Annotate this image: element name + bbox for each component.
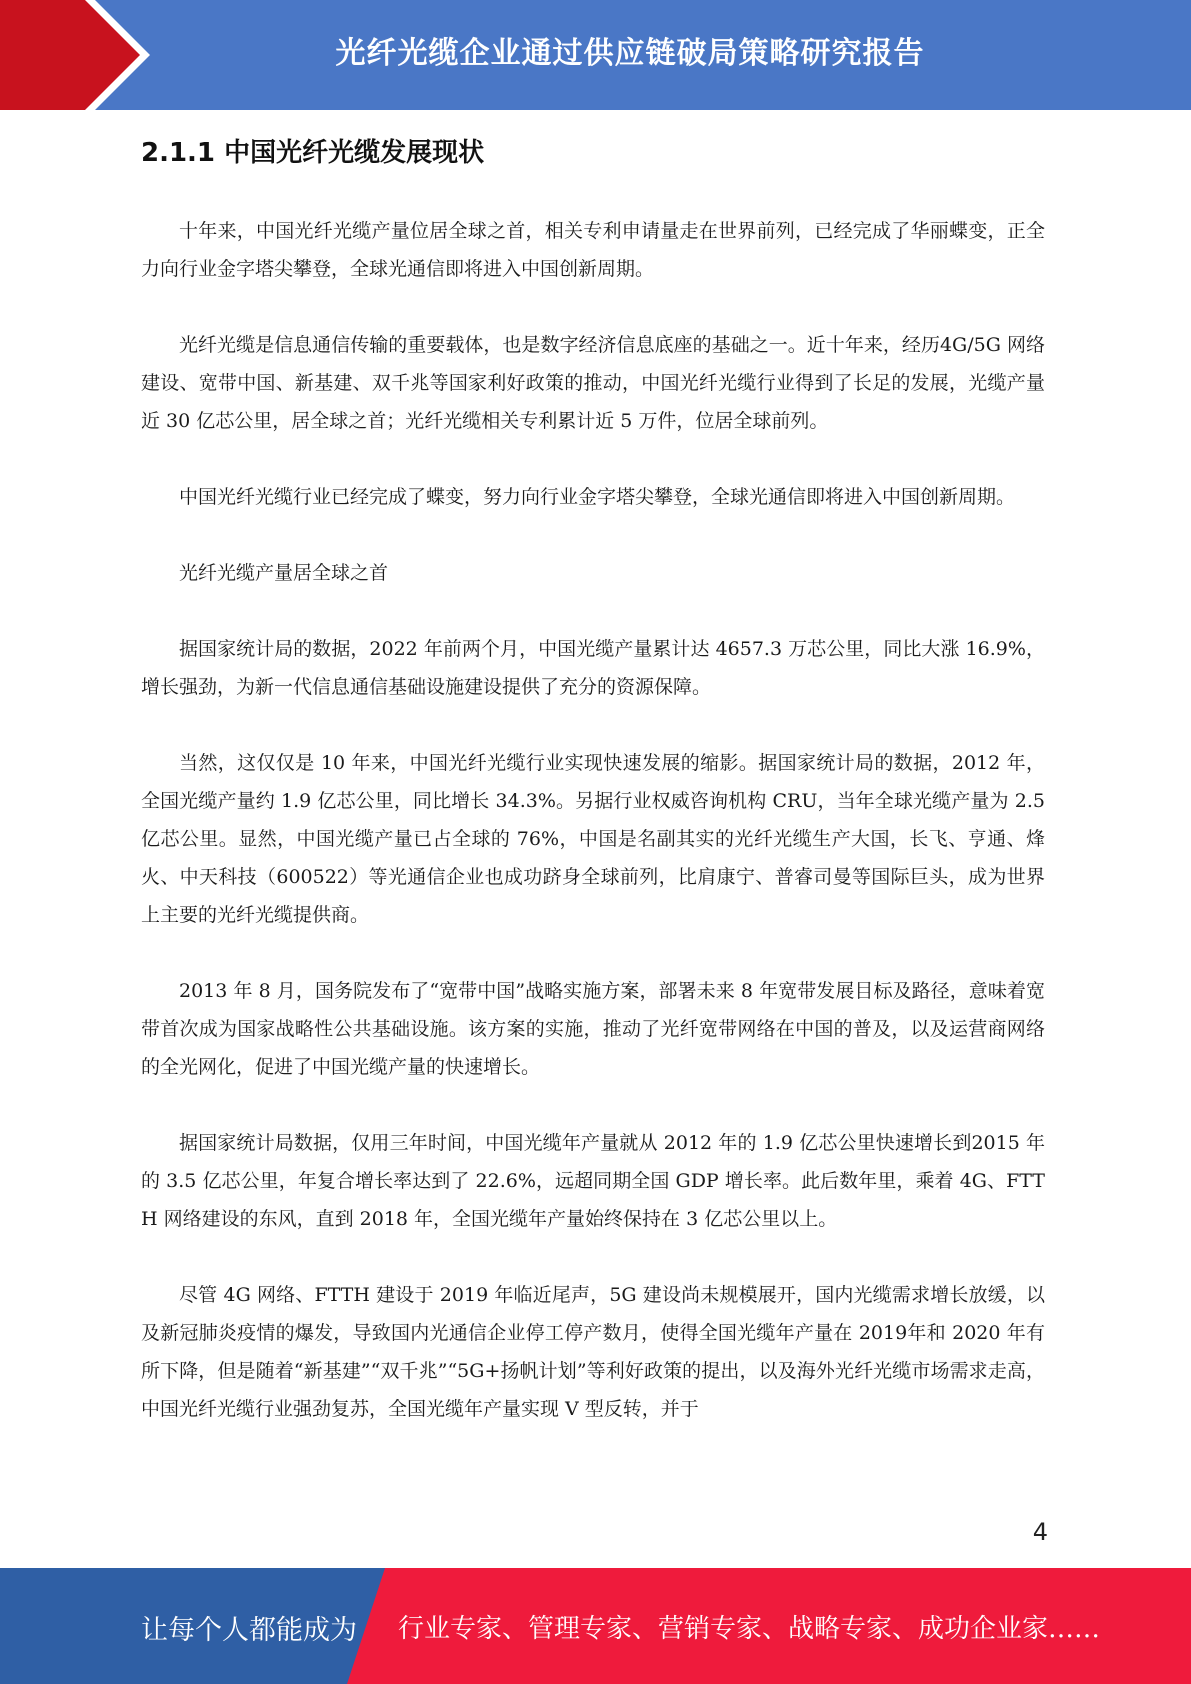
paragraph: 据国家统计局的数据，2022 年前两个月，中国光缆产量累计达 4657.3 万芯公里，同比大涨 16.9%，增长强劲，为新一代信息通信基础设施建设提供了充分的资源保障。 xyxy=(141,638,1045,698)
section-heading: 2.1.1 中国光纤光缆发展现状 xyxy=(141,138,485,168)
page-footer xyxy=(0,1568,1191,1684)
paragraph: 光纤光缆是信息通信传输的重要载体，也是数字经济信息底座的基础之一。近十年来，经历4G/5G 网络建设、宽带中国、新基建、双千兆等国家利好政策的推动，中国光纤光缆行业得到了长足的发展，光缆产量近 30 亿芯公里，居全球之首；光纤光缆相关专利累计近 5 万件，位居全球前列。 xyxy=(141,334,1045,432)
paragraph: 十年来，中国光纤光缆产量位居全球之首，相关专利申请量走在世界前列，已经完成了华丽蝶变，正全力向行业金字塔尖攀登，全球光通信即将进入中国创新周期。 xyxy=(141,220,1045,280)
footer-slogan-right: 行业专家、管理专家、营销专家、战略专家、成功企业家…… xyxy=(398,1614,1101,1644)
page-number: 4 xyxy=(1032,1518,1048,1546)
paragraph: 据国家统计局数据，仅用三年时间，中国光缆年产量就从 2012 年的 1.9 亿芯公里快速增长到2015 年的 3.5 亿芯公里，年复合增长率达到了 22.6%，远超同期全国 GDP 增长率。此后数年里，乘着 4G、FTTH 网络建设的东风，直到 2018 年，全国光缆年产量始终保持在 3 亿芯公里以上。 xyxy=(141,1132,1045,1230)
subheading: 光纤光缆产量居全球之首 xyxy=(179,562,389,584)
paragraph: 2013 年 8 月，国务院发布了“宽带中国”战略实施方案，部署未来 8 年宽带发展目标及路径，意味着宽带首次成为国家战略性公共基础设施。该方案的实施，推动了光纤宽带网络在中国的普及，以及运营商网络的全光网化，促进了中国光缆产量的快速增长。 xyxy=(141,980,1045,1078)
paragraph: 当然，这仅仅是 10 年来，中国光纤光缆行业实现快速发展的缩影。据国家统计局的数据，2012 年，全国光缆产量约 1.9 亿芯公里，同比增长 34.3%。另据行业权威咨询机构 CRU，当年全球光缆产量为 2.5 亿芯公里。显然，中国光缆产量已占全球的 76%，中国是名副其实的光纤光缆生产大国，长飞、亨通、烽火、中天科技（600522）等光通信企业也成功跻身全球前列，比肩康宁、普睿司曼等国际巨头，成为世界上主要的光纤光缆提供商。 xyxy=(141,752,1045,926)
paragraph: 尽管 4G 网络、FTTH 建设于 2019 年临近尾声，5G 建设尚未规模展开，国内光缆需求增长放缓，以及新冠肺炎疫情的爆发，导致国内光通信企业停工停产数月，使得全国光缆年产量在 2019年和 2020 年有所下降，但是随着“新基建”“双千兆”“5G+扬帆计划”等利好政策的提出，以及海外光纤光缆市场需求走高，中国光纤光缆行业强劲复苏，全国光缆年产量实现 V 型反转，并于 xyxy=(141,1284,1045,1420)
paragraph: 中国光纤光缆行业已经完成了蝶变，努力向行业金字塔尖攀登，全球光通信即将进入中国创新周期。 xyxy=(179,486,1016,508)
header-arrow-decoration xyxy=(0,0,160,110)
document-body xyxy=(141,212,1045,1466)
page-header xyxy=(0,0,1191,110)
report-title: 光纤光缆企业通过供应链破局策略研究报告 xyxy=(335,36,925,71)
footer-slogan-left: 让每个人都能成为 xyxy=(141,1615,357,1646)
